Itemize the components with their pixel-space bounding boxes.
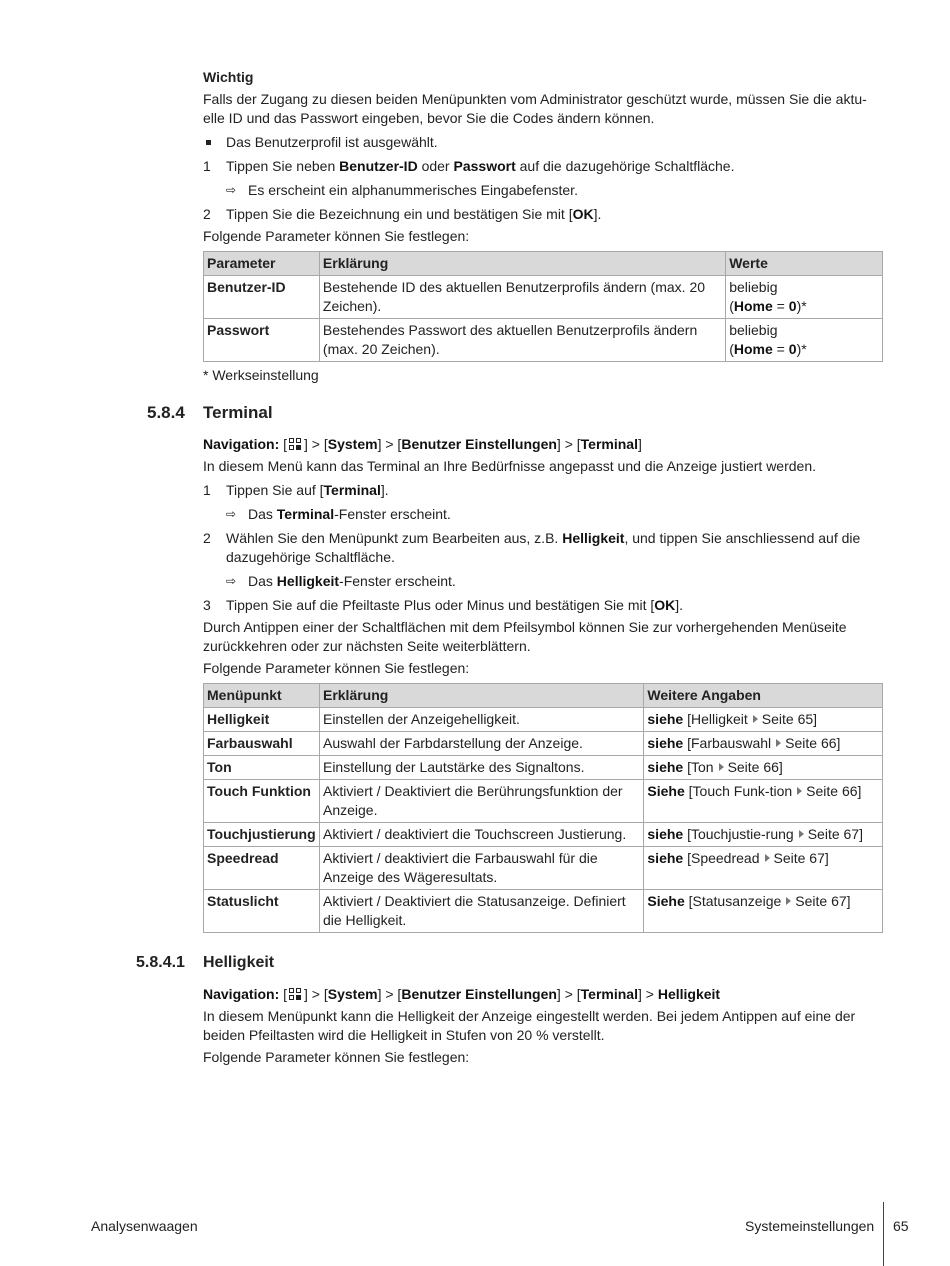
link-arrow-icon (753, 715, 758, 723)
menu-grid-icon (288, 437, 303, 451)
navigation-path: Navigation: [ ] > [System] > [Benutzer Einstellungen] > [Terminal] (203, 436, 642, 452)
table-row: Passwort Bestehendes Passwort des aktuellen Benutzerprofils ändern (max. 20 Zeichen). beliebig (Home = 0)* (204, 319, 883, 362)
page-link[interactable]: Seite 67] (773, 850, 829, 866)
step-1: 1 Tippen Sie auf [Terminal]. (203, 482, 389, 498)
table-row: Farbauswahl Auswahl der Farbdarstellung der Anzeige. siehe [Farbauswahl Seite 66] (204, 732, 883, 756)
link-arrow-icon (765, 854, 770, 862)
footer-divider (883, 1202, 884, 1266)
page-link[interactable]: Seite 66] (806, 783, 862, 799)
table-row: Speedread Aktiviert / deaktiviert die Farbauswahl für die Anzeige des Wägeresultats. siehe [Speedread Seite 67] (204, 847, 883, 890)
section-heading-terminal: 5.8.4 Terminal (147, 403, 273, 422)
step-1-result: ⇨ Das Terminal-Fenster erscheint. (226, 506, 451, 522)
step-1: 1 Tippen Sie neben Benutzer-ID oder Passwort auf die dazugehörige Schaltfläche. (203, 158, 735, 174)
menu-grid-icon (288, 987, 303, 1001)
result-arrow-icon: ⇨ (226, 183, 237, 197)
important-text: Falls der Zugang zu diesen beiden Menüpunkten vom Administrator geschützt wurde, müssen Sie die aktu-elle ID und das Passwort eingeben, bevor Sie die Codes ändern können. (203, 91, 867, 126)
params-intro: Folgende Parameter können Sie festlegen: (203, 1049, 470, 1065)
important-title: Wichtig (203, 69, 254, 85)
link-arrow-icon (799, 830, 804, 838)
terminal-params-table (203, 683, 883, 933)
page-link[interactable]: Seite 67] (807, 826, 863, 842)
footer-chapter: Systemeinstellungen (745, 1218, 875, 1234)
table-header-row: Menüpunkt Erklärung Weitere Angaben (204, 684, 883, 708)
link-arrow-icon (776, 739, 781, 747)
navigation-path: Navigation: [ ] > [System] > [Benutzer Einstellungen] > [Terminal] > Helligkeit (203, 986, 721, 1002)
table-row: Touch Funktion Aktiviert / Deaktiviert die Berührungsfunktion der Anzeige. Siehe [Touch Funk-tion Seite 66] (204, 780, 883, 823)
result-arrow-icon: ⇨ (226, 507, 237, 521)
table-row: Statuslicht Aktiviert / Deaktiviert die Statusanzeige. Definiert die Helligkeit. Siehe [Statusanzeige Seite 67] (204, 890, 883, 933)
page-content (136, 68, 883, 1067)
prerequisite-bullet: Das Benutzerprofil ist ausgewählt. (203, 133, 883, 152)
step-2: 2 Tippen Sie die Bezeichnung ein und bestätigen Sie mit [OK]. (203, 206, 602, 222)
result-arrow-icon: ⇨ (226, 574, 237, 588)
step-2: 2 Wählen Sie den Menüpunkt zum Bearbeiten aus, z.B. Helligkeit, und tippen Sie anschliessend auf die dazugehörige Schaltfläche. (203, 530, 861, 565)
square-bullet-icon (203, 133, 226, 152)
footer-product: Analysenwaagen (91, 1218, 198, 1234)
page-link[interactable]: Seite 65] (761, 711, 818, 727)
table-row: Helligkeit Einstellen der Anzeigehelligkeit. siehe [Helligkeit Seite 65] (204, 708, 883, 732)
params-intro: Folgende Parameter können Sie festlegen: (203, 228, 470, 244)
table-row: Touchjustierung Aktiviert / deaktiviert die Touchscreen Justierung. siehe [Touchjustie-rung Seite 67] (204, 823, 883, 847)
page-number: 65 (893, 1218, 909, 1234)
helligkeit-intro: In diesem Menüpunkt kann die Helligkeit der Anzeige eingestellt werden. Bei jedem Antippen auf eine der beiden Pfeiltasten wird die Helligkeit in Stufen von 20 % verstellt. (203, 1008, 856, 1043)
arrow-hint: Durch Antippen einer der Schaltflächen mit dem Pfeilsymbol können Sie zur vorhergehenden Menüseite zurückkehren oder zur nächsten Seite weiterblättern. (203, 619, 847, 654)
user-params-table (203, 251, 883, 362)
page-link[interactable]: Seite 67] (795, 893, 851, 909)
table-row: Benutzer-ID Bestehende ID des aktuellen Benutzerprofils ändern (max. 20 Zeichen). beliebig (Home = 0)* (204, 276, 883, 319)
step-3: 3 Tippen Sie auf die Pfeiltaste Plus oder Minus und bestätigen Sie mit [OK]. (203, 597, 684, 613)
footnote: * Werkseinstellung (203, 367, 319, 383)
table-header-row: Parameter Erklärung Werte (204, 252, 883, 276)
link-arrow-icon (786, 897, 791, 905)
page-link[interactable]: Seite 66] (727, 759, 783, 775)
section-heading-helligkeit: 5.8.4.1 Helligkeit (136, 954, 275, 971)
step-1-result: ⇨ Es erscheint ein alphanummerisches Eingabefenster. (226, 182, 578, 198)
link-arrow-icon (797, 787, 802, 795)
params-intro: Folgende Parameter können Sie festlegen: (203, 660, 470, 676)
step-2-result: ⇨ Das Helligkeit-Fenster erscheint. (226, 573, 456, 589)
link-arrow-icon (719, 763, 724, 771)
terminal-intro: In diesem Menü kann das Terminal an Ihre Bedürfnisse angepasst und die Anzeige justiert werden. (203, 458, 816, 474)
page-link[interactable]: Seite 66] (785, 735, 841, 751)
table-row: Ton Einstellung der Lautstärke des Signaltons. siehe [Ton Seite 66] (204, 756, 883, 780)
